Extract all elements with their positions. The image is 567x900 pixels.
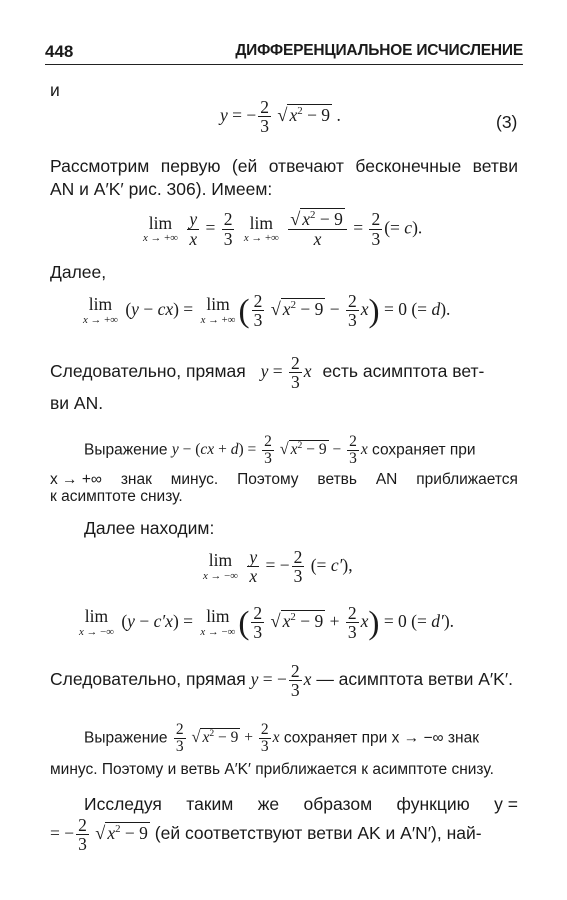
- limit-formula-4: lim x → −∞ (y − c′x) = lim x → −∞ ( $\frac{2}{3}$ √ $x^2 - 9$ + $\frac{2}{3}$ x) = 0 (= d′).: [79, 603, 455, 643]
- conclusion-2: Следовательно, прямая y = − $\frac{2}{3}$ x — асимптота ветви A′K′.: [50, 661, 513, 701]
- page-header: [45, 40, 523, 65]
- equation-number: (3): [496, 112, 518, 132]
- limit-formula-3: lim x → −∞ $\frac{y}{x}$ = − $\frac{2}{3}$ (= c′),: [203, 547, 353, 587]
- note-2-line-2: минус. Поэтому и ветвь A′K′ приближается к асимптоте снизу.: [50, 761, 494, 778]
- paragraph-last-line-1: Исследуя таким же образом функцию y =: [84, 794, 518, 814]
- paragraph-1-line-1: Рассмотрим первую (ей отвечают бесконечные ветви: [50, 156, 518, 176]
- text-dalee-nahodim: Далее находим:: [84, 518, 215, 538]
- limit-formula-2: lim x → +∞ (y − cx) = lim x → +∞ ( $\frac{2}{3}$ √ $x^2 - 9$ − $\frac{2}{3}$ x) = 0 (= d).: [83, 291, 451, 331]
- text-and: и: [50, 80, 60, 100]
- note-1-line-3: к асимптоте снизу.: [50, 488, 183, 505]
- text-dalee: Далее,: [50, 262, 107, 282]
- note-2-line-1: Выражение $\frac{2}{3}$ √ $x^2 - 9$ + $\frac{2}{3}$ x сохраняет при x → −∞ знак: [84, 721, 479, 756]
- paragraph-1-line-2: AN и A′K′ рис. 306). Имеем:: [50, 179, 273, 199]
- note-1-line-1: Выражение y − (cx + d) = $\frac{2}{3}$ √ $x^2 - 9$ − $\frac{2}{3}$ x сохраняет при: [84, 433, 476, 468]
- conclusion-1-line-1: Следовательно, прямая y = $\frac{2}{3}$ x есть асимптота вет-: [50, 353, 485, 393]
- page-number: 448: [45, 42, 74, 61]
- equation-3: y = − $\frac{2}{3}$ √ $x^2 - 9$ .: [220, 97, 341, 137]
- limit-formula-1: lim x → +∞ $\frac{y}{x}$ = $\frac{2}{3}$ lim x → +∞ $\frac{√ x^2 - 9}{x}$ = $\frac{2}{3}$ (= c).: [143, 209, 423, 250]
- running-title: ДИФФЕРЕНЦИАЛЬНОЕ ИСЧИСЛЕНИЕ: [235, 42, 523, 59]
- note-1-line-2: x → +∞ знак минус. Поэтому ветвь AN приближается: [50, 471, 518, 488]
- paragraph-last-line-2: = − $\frac{2}{3}$ √ $x^2 - 9$ (ей соответствуют ветви AK и A′N′), най-: [50, 815, 482, 855]
- conclusion-1-line-2: ви AN.: [50, 393, 104, 413]
